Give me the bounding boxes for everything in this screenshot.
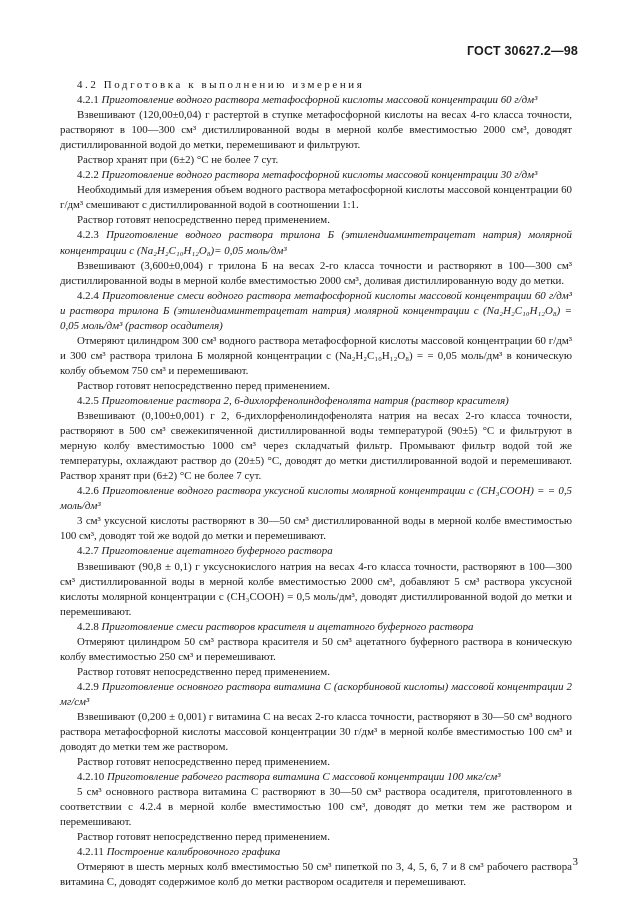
paragraph-text: Взвешивают (0,200 ± 0,001) г витамина С на весах 2-го класса точности, растворяют в 30—50 см³ водного раствора метафосфорной кислоты массовой концентрации 30 г/дм³ в мерной колбе вместимостью 100 см³ и доводят до метки тем же раствором. [60,710,572,754]
subsection-number: 4.2.11 [77,846,104,859]
subsection-number: 4.2.2 [77,169,99,182]
paragraph-text: Раствор готовят непосредственно перед применением. [77,214,330,227]
subsection-number: 4.2.8 [77,620,99,633]
subsection-title [60,168,572,183]
subsection-title [60,544,572,559]
subsection-title [60,770,572,785]
paragraph-text: Раствор хранят при (6±2) °С не более 7 сут. [77,154,279,167]
body-paragraph [60,665,572,680]
body-paragraph [60,108,572,153]
paragraph-text: Раствор готовят непосредственно перед применением. [77,665,330,678]
body-paragraph [60,635,572,665]
paragraph-text: Раствор готовят непосредственно перед применением. [77,831,330,844]
section-heading-text: 4.2 Подготовка к выполнению измерения [77,79,365,91]
subsection-title [60,394,572,409]
page-number: 3 [572,856,578,868]
subsection-number: 4.2.10 [77,771,105,784]
subsection-title-text: Приготовление рабочего раствора витамина С массовой концентрации 100 мкг/см³ [106,771,501,784]
body-paragraph [60,259,572,289]
body-paragraph [60,710,572,755]
subsection-number: 4.2.1 [77,94,99,107]
body-paragraph [60,514,572,544]
paragraph-text: 3 см³ уксусной кислоты растворяют в 30—50 см³ дистиллированной воды в мерной колбе вместимостью 100 см³, доводят той же водой до метки и перемешивают. [60,515,572,543]
paragraph-text: Взвешивают (0,100±0,001) г 2, 6-дихлорфенолиндофенолята натрия на весах 2-го класса точности, растворяют в 500 см³ свежекипяченной дистиллированной воды температурой (90±5) °С и фильтруют в мерную колбу вместимостью 1000 см³ через складчатый фильтр. Промывают фильтр водой той же температуры, охлаждают раствор до (20±5) °С, доводят до метки дистиллированной водой и перемешивают. Раствор хранят при (6±2) °С не более 7 сут. [60,410,572,483]
body-paragraph [60,830,572,845]
subsection-title [60,484,572,514]
subsection-title [60,228,572,258]
body-paragraph [60,755,572,770]
subsection-title [60,620,572,635]
body-paragraph [60,334,572,379]
paragraph-text: 5 см³ основного раствора витамина С растворяют в 30—50 см³ раствора осадителя, приготовленного в соответствии с 4.2.4 в мерной колбе вместимостью 100 см³, доводят до метки тем же раствором и перемешивают. [60,786,572,829]
paragraph-text: Отмеряют цилиндром 50 см³ раствора красителя и 50 см³ ацетатного буферного раствора в коническую колбу вместимостью 250 см³ и перемешивают. [60,635,572,663]
body-paragraph [60,183,572,213]
subsection-number: 4.2.7 [77,545,99,558]
subsection-title [60,93,572,108]
subsection-number: 4.2.3 [77,229,99,242]
subsection-number: 4.2.4 [77,289,99,302]
subsection-title-text: Построение калибровочного графика [106,846,281,859]
paragraph-text: Раствор готовят непосредственно перед применением. [77,756,330,769]
subsection-title-text: Приготовление ацетатного буферного раствора [101,545,333,558]
body-paragraph [60,379,572,394]
paragraph-text: Взвешивают (120,00±0,04) г растертой в ступке метафосфорной кислоты на весах 4-го класса точности, растворяют в 100—300 см³ дистиллированной воды в мерной колбе вместимостью 2000 см³, доводят дистиллированной водой до метки, перемешивают и фильтруют. [60,109,572,152]
paragraph-text: Взвешивают (90,8 ± 0,1) г уксуснокислого натрия на весах 4-го класса точности, растворяют в 100—300 см³ дистиллированной воды в мерной колбе вместимостью 2000 см³, добавляют 5 см³ раствора уксусной кислоты молярной концентрации с (СН₃СООН) = 0,5 моль/дм³, доводят дистиллированной водой до метки и перемешивают. [60,560,572,618]
body-paragraph [60,785,572,830]
document-code-header: ГОСТ 30627.2—98 [466,44,578,58]
paragraph-text: Необходимый для измерения объем водного раствора метафосфорной кислоты массовой концентрации 60 г/дм³ смешивают с дистиллированной водой в соотношении 1:1. [60,184,572,212]
paragraph-text: Отмеряют в шесть мерных колб вместимостью 50 см³ пипеткой по 3, 4, 5, 6, 7 и 8 см³ рабочего раствора витамина С, доводят содержимое колб до метки раствором осадителя и перемешивают. [60,861,572,889]
subsection-number: 4.2.9 [77,680,99,693]
subsection-title [60,680,572,710]
subsection-title-text: Приготовление водного раствора трилона Б (этилендиаминтетрацетат натрия) молярной концентрации с (Na₂H₂C₁₀H₁₂O₈)= 0,05 моль/дм³ [60,229,572,257]
body-paragraph [60,860,572,890]
paragraph-text: Раствор готовят непосредственно перед применением. [77,379,330,392]
subsection-title-text: Приготовление смеси водного раствора метафосфорной кислоты массовой концентрации 60 г/дм³ и раствора трилона Б (этилендиаминтетрацетат натрия) молярной концентрации с (Na₂H₂C₁₀H₁₂O₈) = 0,05 моль/дм³ (раствор осадителя) [60,289,572,332]
subsection-number: 4.2.5 [77,394,99,407]
body-paragraph [60,409,572,484]
subsection-title-text: Приготовление водного раствора метафосфорной кислоты массовой концентрации 30 г/дм³ [101,169,538,182]
subsection-title-text: Приготовление водного раствора метафосфорной кислоты массовой концентрации 60 г/дм³ [101,94,538,107]
subsection-title-text: Приготовление смеси растворов красителя и ацетатного буферного раствора [101,620,474,633]
subsection-number: 4.2.6 [77,485,99,498]
document-body [60,78,572,891]
section-heading [60,78,572,93]
subsection-title [60,845,572,860]
body-paragraph [60,153,572,168]
paragraph-text: Отмеряют цилиндром 300 см³ водного раствора метафосфорной кислоты массовой концентрации 60 г/дм³ и 300 см³ раствора трилона Б молярной концентрации с (Na₂H₂C₁₀H₁₂O₈) = = 0,05 моль/дм³ в коническую колбу объемом 750 см³ и перемешивают. [60,334,572,377]
body-paragraph [60,213,572,228]
subsection-title-text: Приготовление водного раствора уксусной кислоты молярной концентрации с (СН₃СООН) = = 0,5 моль/дм³ [60,485,572,513]
paragraph-text: Взвешивают (3,600±0,004) г трилона Б на весах 2-го класса точности и растворяют в 100—300 см³ дистиллированной воды в мерной колбе вместимостью 2000 см³, доливая дистиллированную воду до метки. [60,259,572,287]
subsection-title-text: Приготовление раствора 2, 6-дихлорфенолиндофенолята натрия (раствор красителя) [101,394,509,407]
subsection-title-text: Приготовление основного раствора витамина С (аскорбиновой кислоты) массовой концентрации 2 мг/см³ [60,680,572,708]
subsection-title [60,289,572,334]
body-paragraph [60,560,572,620]
